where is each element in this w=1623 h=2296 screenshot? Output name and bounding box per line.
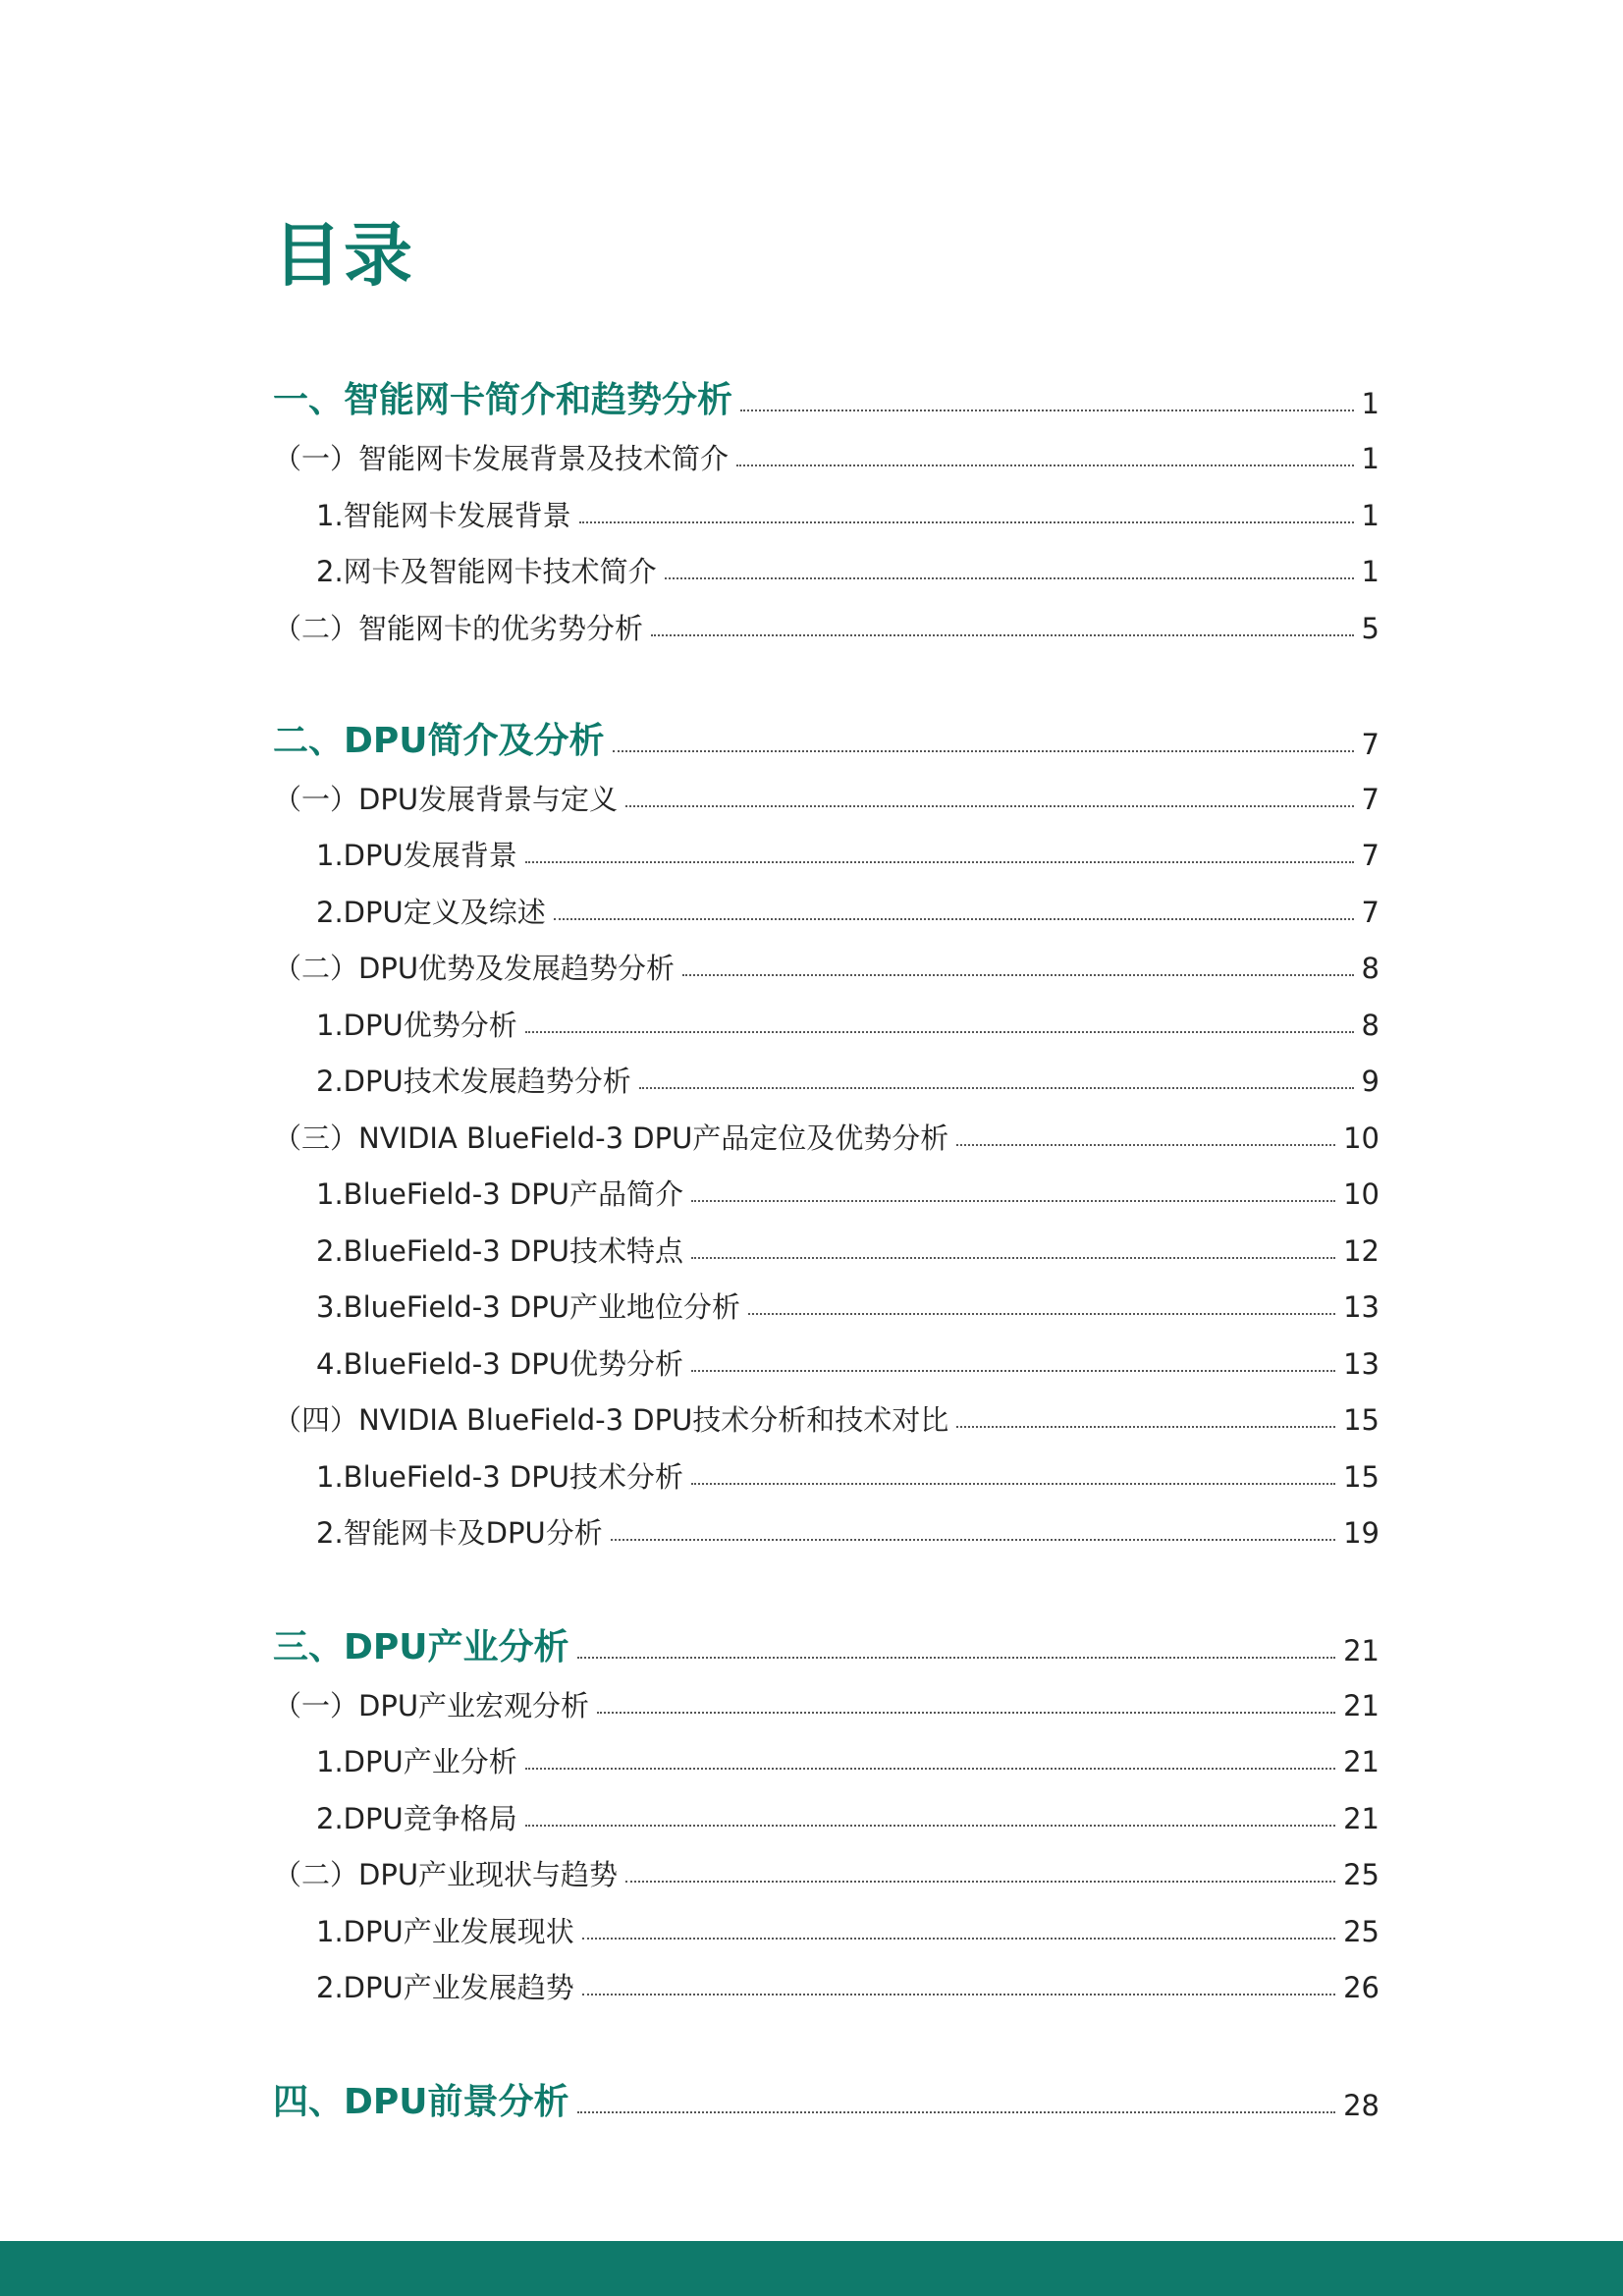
toc-entry[interactable]	[273, 767, 1380, 816]
dot-leader	[639, 1087, 1354, 1089]
toc-entry-page: 7	[1361, 838, 1380, 872]
toc-entry-page: 1	[1361, 498, 1380, 532]
toc-entry-label: （一）DPU发展背景与定义	[273, 782, 619, 816]
footer-bar	[0, 2241, 1623, 2296]
toc-entry[interactable]	[273, 1899, 1380, 1948]
toc-entry[interactable]	[273, 1445, 1380, 1494]
toc-entry[interactable]	[273, 1332, 1380, 1381]
toc-entry-page: 21	[1343, 1688, 1380, 1722]
toc-entry-label: 3.BlueField-3 DPU产业地位分析	[316, 1289, 740, 1324]
toc-entry-page: 28	[1343, 2088, 1380, 2122]
toc-entry-label: 1.DPU产业发展现状	[316, 1914, 574, 1948]
dot-leader	[577, 2111, 1336, 2113]
toc-entry[interactable]	[273, 1162, 1380, 1211]
dot-leader	[691, 1483, 1335, 1485]
toc-entry-page: 21	[1343, 1744, 1380, 1778]
toc-entry[interactable]	[273, 371, 1380, 420]
toc-entry[interactable]	[273, 823, 1380, 872]
toc-entry[interactable]	[273, 1106, 1380, 1155]
dot-leader	[691, 1200, 1335, 1202]
toc-entry[interactable]	[273, 1842, 1380, 1891]
toc-entry-label: （三）NVIDIA BlueField-3 DPU产品定位及优势分析	[273, 1121, 949, 1155]
toc-entry[interactable]	[273, 1673, 1380, 1722]
toc-entry[interactable]	[273, 426, 1380, 475]
toc-entry-page: 5	[1361, 611, 1380, 645]
toc-entry-label: （二）DPU产业现状与趋势	[273, 1857, 619, 1891]
toc-entry[interactable]	[273, 2073, 1380, 2122]
toc-entry-page: 21	[1343, 1633, 1380, 1667]
toc-entry[interactable]	[273, 936, 1380, 985]
page-title: 目录	[273, 215, 414, 296]
toc-entry-page: 15	[1343, 1402, 1380, 1437]
toc-entry[interactable]	[273, 483, 1380, 532]
toc-entry-label: 2.DPU产业发展趋势	[316, 1970, 574, 2004]
dot-leader	[611, 1539, 1335, 1541]
toc-entry-label: （一）智能网卡发展背景及技术简介	[273, 441, 730, 475]
dot-leader	[740, 410, 1354, 411]
toc-entry-page: 25	[1343, 1914, 1380, 1948]
toc-entry[interactable]	[273, 1219, 1380, 1268]
dot-leader	[577, 1657, 1336, 1659]
dot-leader	[582, 1994, 1335, 1995]
toc-entry-label: 四、DPU前景分析	[273, 2081, 569, 2122]
toc-entry-page: 13	[1343, 1346, 1380, 1381]
toc-entry[interactable]	[273, 1049, 1380, 1098]
toc-entry-label: 1.DPU优势分析	[316, 1008, 517, 1042]
toc-entry-label: 1.DPU发展背景	[316, 838, 517, 872]
toc-entry[interactable]	[273, 596, 1380, 645]
toc-entry-page: 1	[1361, 386, 1380, 420]
toc-entry-label: （一）DPU产业宏观分析	[273, 1688, 590, 1722]
toc-entry-label: 一、智能网卡简介和趋势分析	[273, 379, 733, 420]
dot-leader	[525, 1825, 1335, 1827]
toc-entry[interactable]	[273, 1618, 1380, 1667]
dot-leader	[554, 918, 1354, 920]
dot-leader	[748, 1313, 1335, 1315]
toc-entry[interactable]	[273, 1729, 1380, 1778]
dot-leader	[525, 1768, 1335, 1770]
toc-entry-label: （二）DPU优势及发展趋势分析	[273, 951, 676, 985]
toc-entry-page: 8	[1361, 951, 1380, 985]
dot-leader	[613, 750, 1354, 752]
toc-entry-page: 1	[1361, 441, 1380, 475]
toc-entry-label: 1.智能网卡发展背景	[316, 498, 571, 532]
toc-entry-label: 4.BlueField-3 DPU优势分析	[316, 1346, 683, 1381]
toc-entry-page: 10	[1343, 1121, 1380, 1155]
dot-leader	[625, 805, 1354, 807]
dot-leader	[525, 861, 1354, 863]
toc-entry-page: 7	[1361, 727, 1380, 761]
dot-leader	[625, 1881, 1335, 1883]
toc-entry-page: 25	[1343, 1857, 1380, 1891]
toc-entry-page: 26	[1343, 1970, 1380, 2004]
toc-entry-label: 2.DPU竞争格局	[316, 1801, 517, 1835]
toc-entry-label: 1.BlueField-3 DPU产品简介	[316, 1176, 683, 1211]
toc-entry-page: 8	[1361, 1008, 1380, 1042]
toc-entry[interactable]	[273, 880, 1380, 929]
toc-entry-label: 2.智能网卡及DPU分析	[316, 1515, 603, 1550]
dot-leader	[582, 1938, 1335, 1940]
toc-entry-page: 10	[1343, 1176, 1380, 1211]
toc-entry-label: 2.BlueField-3 DPU技术特点	[316, 1233, 683, 1268]
toc-entry-page: 19	[1343, 1515, 1380, 1550]
dot-leader	[682, 974, 1354, 976]
dot-leader	[665, 577, 1354, 579]
toc-entry-page: 7	[1361, 782, 1380, 816]
toc-entry[interactable]	[273, 993, 1380, 1042]
toc-entry-page: 13	[1343, 1289, 1380, 1324]
dot-leader	[597, 1712, 1335, 1714]
dot-leader	[956, 1426, 1335, 1428]
toc-entry-label: 1.DPU产业分析	[316, 1744, 517, 1778]
toc-entry-label: 2.DPU技术发展趋势分析	[316, 1064, 631, 1098]
toc-entry-label: （四）NVIDIA BlueField-3 DPU技术分析和技术对比	[273, 1402, 949, 1437]
toc-entry-label: 1.BlueField-3 DPU技术分析	[316, 1459, 683, 1494]
toc-entry[interactable]	[273, 1501, 1380, 1550]
dot-leader	[525, 1031, 1354, 1033]
dot-leader	[691, 1370, 1335, 1372]
toc-entry-label: （二）智能网卡的优劣势分析	[273, 611, 644, 645]
toc-entry[interactable]	[273, 1388, 1380, 1437]
toc-entry[interactable]	[273, 1955, 1380, 2004]
toc-entry-page: 9	[1361, 1064, 1380, 1098]
dot-leader	[956, 1144, 1335, 1146]
toc-entry[interactable]	[273, 539, 1380, 588]
toc-entry-page: 21	[1343, 1801, 1380, 1835]
toc-entry[interactable]	[273, 1275, 1380, 1324]
toc-entry-page: 12	[1343, 1233, 1380, 1268]
toc-entry-label: 二、DPU简介及分析	[273, 720, 605, 761]
dot-leader	[579, 521, 1354, 523]
toc-entry[interactable]	[273, 1786, 1380, 1835]
toc-entry-page: 7	[1361, 895, 1380, 929]
toc-entry-label: 2.网卡及智能网卡技术简介	[316, 554, 657, 588]
dot-leader	[651, 634, 1354, 636]
dot-leader	[691, 1257, 1335, 1259]
toc-entry-page: 15	[1343, 1459, 1380, 1494]
toc-entry-label: 2.DPU定义及综述	[316, 895, 546, 929]
dot-leader	[736, 465, 1354, 466]
toc-entry-label: 三、DPU产业分析	[273, 1626, 569, 1667]
toc-entry-page: 1	[1361, 554, 1380, 588]
toc-entry[interactable]	[273, 712, 1380, 761]
